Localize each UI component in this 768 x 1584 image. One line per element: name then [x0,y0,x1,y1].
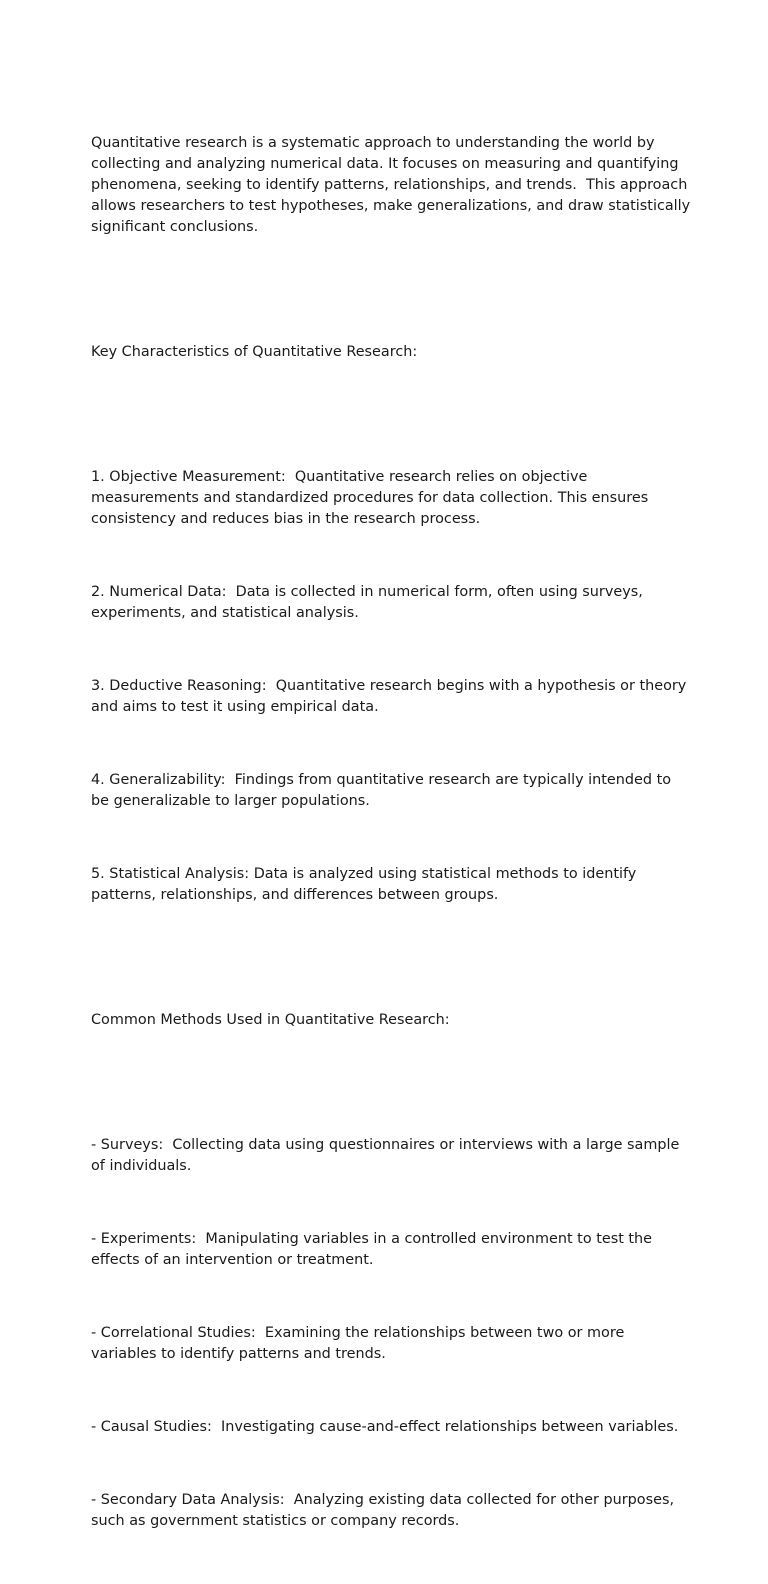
methods-heading: Common Methods Used in Quantitative Research: [91,1012,450,1028]
characteristics-heading: Key Characteristics of Quantitative Research: [91,344,418,360]
characteristic-item: 1. Objective Measurement: Quantitative research relies on objective measurements and standardized procedures for data collection. This ensures consistency and reduces bias in the research process. [91,469,653,527]
method-item: - Secondary Data Analysis: Analyzing existing data collected for other purposes, such as government statistics or company records. [91,1492,679,1529]
characteristic-item: 5. Statistical Analysis: Data is analyzed using statistical methods to identify patterns, relationships, and differences between groups. [91,866,641,903]
characteristic-item: 2. Numerical Data: Data is collected in numerical form, often using surveys, experiments, and statistical analysis. [91,584,648,621]
characteristic-item: 4. Generalizability: Findings from quantitative research are typically intended to be generalizable to larger populations. [91,772,676,809]
intro-paragraph: Quantitative research is a systematic approach to understanding the world by collecting and analyzing numerical data. It focuses on measuring and quantifying phenomena, seeking to identify patterns, relationships, and trends. This approach allows researchers to test hypotheses, make generalizations, and draw statistically significant conclusions. [91,135,695,235]
method-item: - Surveys: Collecting data using questionnaires or interviews with a large sample of individuals. [91,1137,684,1174]
method-item: - Causal Studies: Investigating cause-and-effect relationships between variables. [91,1419,679,1435]
method-item: - Experiments: Manipulating variables in a controlled environment to test the effects of an intervention or treatment. [91,1231,657,1268]
characteristic-item: 3. Deductive Reasoning: Quantitative research begins with a hypothesis or theory and aims to test it using empirical data. [91,678,691,715]
document-body [91,91,695,1584]
method-item: - Correlational Studies: Examining the relationships between two or more variables to identify patterns and trends. [91,1325,629,1362]
